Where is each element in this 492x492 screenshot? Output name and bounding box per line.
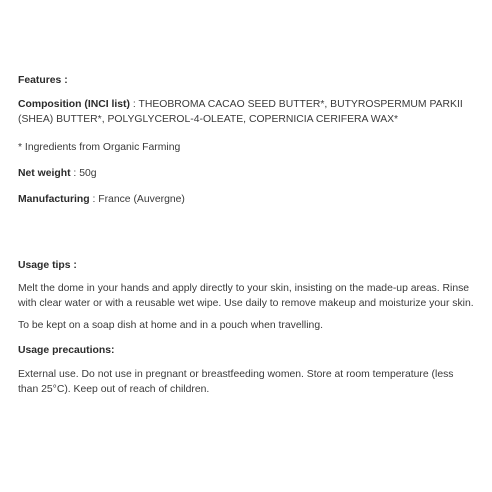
composition-value: THEOBROMA CACAO SEED BUTTER*, BUTYROSPERMUM PARKII (SHEA) BUTTER*, POLYGLYCEROL-4-OLEATE, COPERNICIA CERIFERA WAX*	[18, 99, 463, 125]
usage-precautions-heading: Usage precautions:	[18, 345, 115, 356]
usage-precautions-paragraph: External use. Do not use in pregnant or breastfeeding women. Store at room temperature (less than 25°C). Keep out of reach of children.	[18, 369, 454, 395]
manufacturing-separator: :	[89, 194, 99, 205]
composition-separator: :	[129, 99, 139, 110]
composition-label: Composition (INCI list)	[18, 99, 130, 110]
net-weight-section	[18, 166, 476, 181]
net-weight-value: 50g	[79, 168, 97, 179]
usage-tips-paragraph-1: Melt the dome in your hands and apply directly to your skin, insisting on the made-up areas. Rinse with clear water or with a reusable wet wipe. Use daily to remove makeup and moisturize your skin.	[18, 283, 474, 309]
manufacturing-section	[18, 192, 476, 207]
composition-section	[18, 97, 476, 127]
net-weight-separator: :	[70, 168, 80, 179]
features-heading: Features :	[18, 75, 68, 86]
organic-note: * Ingredients from Organic Farming	[18, 142, 181, 153]
manufacturing-label: Manufacturing	[18, 194, 90, 205]
usage-tips-paragraph-2: To be kept on a soap dish at home and in a pouch when travelling.	[18, 320, 323, 331]
manufacturing-value: France (Auvergne)	[98, 194, 185, 205]
net-weight-label: Net weight	[18, 168, 71, 179]
usage-tips-heading: Usage tips :	[18, 260, 77, 271]
